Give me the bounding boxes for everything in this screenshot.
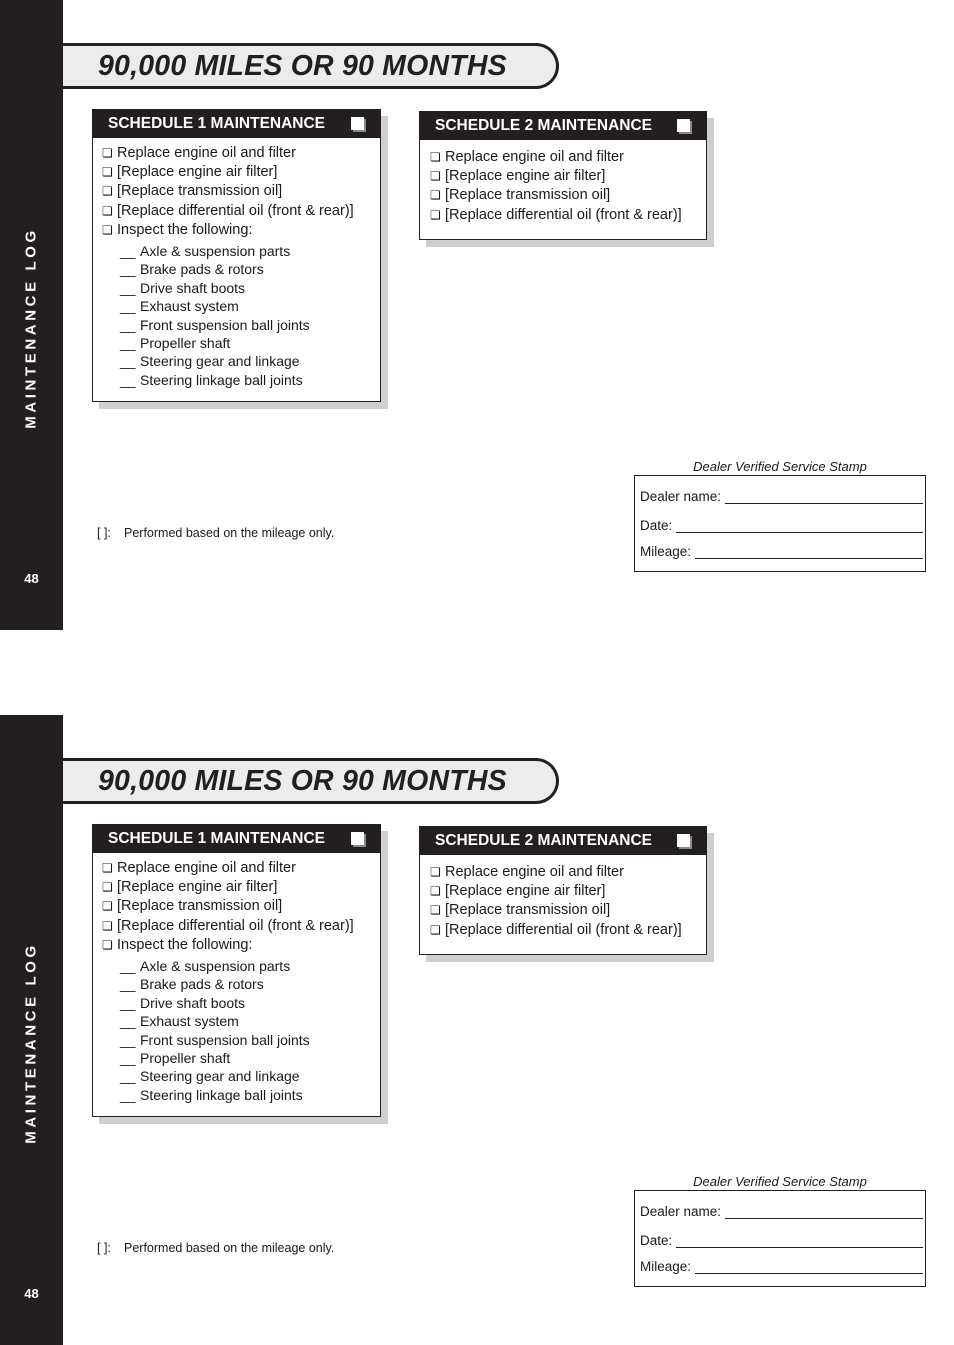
inspect-item-text: Brake pads & rotors (140, 976, 264, 993)
inspect-item (102, 957, 380, 975)
checkbox-icon: ❏ (102, 937, 113, 952)
inspect-item (102, 297, 380, 315)
inspect-item (102, 975, 380, 993)
footnote (97, 526, 334, 540)
blank-line: __ (120, 994, 136, 1011)
checkbox-icon: ❏ (102, 165, 113, 180)
checkbox-icon: ❏ (430, 903, 441, 918)
inspect-item-text: Front suspension ball joints (140, 316, 310, 333)
side-bar (0, 0, 63, 630)
inspect-item (102, 242, 380, 260)
note-icon (351, 117, 364, 130)
checkbox-icon: ❏ (430, 922, 441, 937)
inspect-item-text: Propeller shaft (140, 1050, 231, 1067)
date-line (676, 520, 923, 533)
checklist-item (102, 163, 380, 182)
blank-line: __ (120, 298, 136, 315)
note-icon (351, 832, 364, 845)
schedule-1-heading-text: SCHEDULE 1 MAINTENANCE (108, 830, 326, 847)
checklist-item-text: [Replace differential oil (front & rear)] (117, 202, 354, 219)
inspect-item-text: Steering linkage ball joints (140, 1086, 303, 1103)
schedule-2-heading (420, 827, 706, 855)
title-banner (63, 758, 559, 804)
checkbox-icon: ❏ (430, 169, 441, 184)
note-icon (677, 119, 690, 132)
checkbox-icon: ❏ (102, 146, 113, 160)
schedule-1-heading-text: SCHEDULE 1 MAINTENANCE (108, 115, 326, 132)
checkbox-icon: ❏ (430, 884, 441, 899)
checkbox-icon: ❏ (102, 861, 113, 875)
inspect-item-text: Exhaust system (140, 298, 239, 315)
checklist-item (102, 859, 380, 878)
mileage-label: Mileage: (640, 544, 692, 559)
checkbox-icon: ❏ (102, 880, 113, 895)
blank-line: __ (120, 1031, 136, 1048)
schedule-2-list (420, 140, 706, 225)
dealer-name-row (640, 489, 925, 504)
checklist-item-text: [Replace differential oil (front & rear)] (445, 921, 682, 938)
inspect-item-text: Exhaust system (140, 1013, 239, 1030)
checkbox-icon: ❏ (102, 222, 113, 237)
checklist-item (102, 878, 380, 897)
blank-line: __ (120, 1013, 136, 1030)
checklist-item-text: Replace engine oil and filter (117, 860, 296, 876)
checklist-item (430, 186, 706, 205)
checklist-item-text: Replace engine oil and filter (445, 864, 624, 880)
checklist-item (102, 182, 380, 201)
inspect-item (102, 1086, 380, 1104)
dealer-name-label: Dealer name: (640, 1204, 722, 1219)
date-row (640, 1233, 925, 1248)
checkbox-icon: ❏ (102, 899, 113, 914)
checkbox-icon: ❏ (102, 203, 113, 218)
checklist-item-text: [Replace transmission oil] (117, 183, 283, 200)
checklist-item-text: Inspect the following: (117, 221, 253, 238)
inspect-item (102, 316, 380, 334)
inspect-item (102, 260, 380, 278)
checklist-item (102, 936, 380, 955)
inspect-item-text: Steering linkage ball joints (140, 371, 303, 388)
checklist-item (430, 921, 706, 940)
dealer-name-line (725, 491, 923, 504)
blank-line: __ (120, 1068, 136, 1085)
inspect-item-text: Propeller shaft (140, 335, 231, 352)
inspect-item (102, 371, 380, 389)
inspect-item (102, 334, 380, 352)
dealer-stamp-box (634, 1190, 926, 1287)
schedule-1-list (93, 138, 380, 240)
mileage-line (695, 546, 923, 559)
checklist-item (430, 863, 706, 882)
mileage-row (640, 1259, 925, 1274)
schedule-1-card (92, 824, 381, 1117)
inspect-item-text: Brake pads & rotors (140, 261, 264, 278)
schedule-2-list (420, 855, 706, 940)
footnote-text: Performed based on the mileage only. (124, 526, 335, 540)
mileage-label: Mileage: (640, 1259, 692, 1274)
side-label: MAINTENANCE LOG (22, 227, 40, 429)
checklist-item-text: [Replace engine air filter] (445, 883, 606, 900)
blank-line: __ (120, 261, 136, 278)
inspect-item-text: Drive shaft boots (140, 994, 246, 1011)
checkbox-icon: ❏ (430, 865, 441, 879)
inspect-item (102, 1031, 380, 1049)
checklist-item-text: [Replace differential oil (front & rear)] (117, 917, 354, 934)
blank-line: __ (120, 1086, 136, 1103)
checklist-item (430, 882, 706, 901)
mileage-line (695, 1261, 923, 1274)
checklist-item (430, 148, 706, 167)
inspect-list (93, 242, 380, 389)
stamp-caption: Dealer Verified Service Stamp (693, 459, 867, 474)
checklist-item (102, 144, 380, 163)
checklist-item-text: [Replace transmission oil] (117, 898, 283, 915)
date-label: Date: (640, 1233, 673, 1248)
inspect-item-text: Axle & suspension parts (140, 243, 291, 260)
blank-line: __ (120, 279, 136, 296)
date-label: Date: (640, 518, 673, 533)
checkbox-icon: ❏ (430, 188, 441, 203)
blank-line: __ (120, 335, 136, 352)
footnote-mark: [ ]: (97, 526, 111, 540)
checklist-item-text: [Replace engine air filter] (117, 164, 278, 181)
checklist-item-text: Replace engine oil and filter (445, 149, 624, 165)
maintenance-page (0, 0, 954, 630)
dealer-stamp-box (634, 475, 926, 572)
side-label: MAINTENANCE LOG (22, 942, 40, 1144)
page-number: 48 (24, 1286, 39, 1301)
blank-line: __ (120, 976, 136, 993)
blank-line: __ (120, 316, 136, 333)
checkbox-icon: ❏ (102, 184, 113, 199)
page-title: 90,000 MILES OR 90 MONTHS (98, 765, 507, 797)
inspect-item (102, 279, 380, 297)
footnote (97, 1241, 334, 1255)
inspect-item-text: Drive shaft boots (140, 279, 246, 296)
schedule-1-card (92, 109, 381, 402)
checklist-item (102, 917, 380, 936)
maintenance-page (0, 715, 954, 1345)
title-banner (63, 43, 559, 89)
inspect-list (93, 957, 380, 1104)
footnote-mark: [ ]: (97, 1241, 111, 1255)
blank-line: __ (120, 1050, 136, 1067)
inspect-item (102, 1049, 380, 1067)
mileage-row (640, 544, 925, 559)
dealer-name-line (725, 1206, 923, 1219)
date-line (676, 1235, 923, 1248)
dealer-name-label: Dealer name: (640, 489, 722, 504)
stamp-caption: Dealer Verified Service Stamp (693, 1174, 867, 1189)
page-title: 90,000 MILES OR 90 MONTHS (98, 50, 507, 82)
checklist-item-text: [Replace transmission oil] (445, 902, 611, 919)
schedule-2-card (419, 111, 707, 240)
checklist-item (102, 897, 380, 916)
checkbox-icon: ❏ (430, 207, 441, 222)
date-row (640, 518, 925, 533)
checklist-item (430, 206, 706, 225)
checklist-item (102, 202, 380, 221)
side-bar (0, 715, 63, 1345)
inspect-item-text: Axle & suspension parts (140, 958, 291, 975)
inspect-item-text: Steering gear and linkage (140, 1068, 300, 1085)
schedule-1-list (93, 853, 380, 955)
checklist-item (430, 167, 706, 186)
inspect-item (102, 1067, 380, 1085)
blank-line: __ (120, 243, 136, 260)
checklist-item-text: [Replace engine air filter] (445, 168, 606, 185)
blank-line: __ (120, 958, 136, 975)
schedule-1-heading (93, 110, 380, 138)
checklist-item (430, 901, 706, 920)
checkbox-icon: ❏ (430, 150, 441, 164)
schedule-1-heading (93, 825, 380, 853)
inspect-item (102, 352, 380, 370)
inspect-item-text: Steering gear and linkage (140, 353, 300, 370)
checklist-item-text: Inspect the following: (117, 936, 253, 953)
blank-line: __ (120, 371, 136, 388)
inspect-item (102, 1012, 380, 1030)
schedule-2-heading (420, 112, 706, 140)
footnote-text: Performed based on the mileage only. (124, 1241, 335, 1255)
dealer-name-row (640, 1204, 925, 1219)
schedule-2-card (419, 826, 707, 955)
checklist-item (102, 221, 380, 240)
checklist-item-text: [Replace engine air filter] (117, 879, 278, 896)
schedule-2-heading-text: SCHEDULE 2 MAINTENANCE (435, 832, 653, 849)
checklist-item-text: [Replace transmission oil] (445, 187, 611, 204)
inspect-item (102, 994, 380, 1012)
page-number: 48 (24, 571, 39, 586)
checkbox-icon: ❏ (102, 918, 113, 933)
schedule-2-heading-text: SCHEDULE 2 MAINTENANCE (435, 117, 653, 134)
inspect-item-text: Front suspension ball joints (140, 1031, 310, 1048)
checklist-item-text: [Replace differential oil (front & rear)] (445, 206, 682, 223)
blank-line: __ (120, 353, 136, 370)
checklist-item-text: Replace engine oil and filter (117, 145, 296, 161)
note-icon (677, 834, 690, 847)
